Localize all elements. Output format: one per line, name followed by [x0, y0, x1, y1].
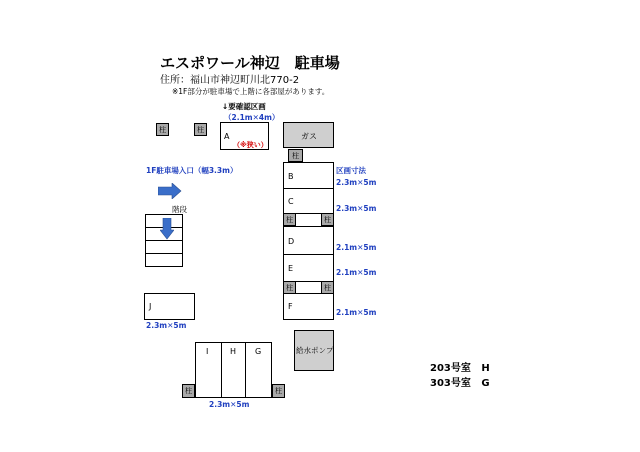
gas-area: ガス: [283, 122, 334, 148]
slot-label: A: [224, 132, 230, 141]
pillar: 柱: [182, 384, 195, 398]
parking-slot-c: C: [283, 188, 334, 214]
stairs-label: 階段: [172, 205, 187, 214]
pillar: 柱: [194, 123, 207, 136]
pillar: 柱: [283, 281, 296, 294]
room-assignment: 203号室 H: [430, 363, 490, 374]
parking-slot-b: B: [283, 162, 334, 189]
parking-slot-f: F: [283, 293, 334, 320]
page-title: エスポワール神辺 駐車場: [160, 54, 340, 72]
slot-f-size: 2.1m✕5m: [336, 308, 377, 317]
pillar: 柱: [321, 281, 334, 294]
entrance-label: 1F駐車場入口（幅3.3m）: [146, 166, 238, 175]
slot-e-size: 2.1m✕5m: [336, 268, 377, 277]
pillar: 柱: [321, 213, 334, 226]
address: 住所：福山市神辺町川北770-2: [160, 75, 300, 86]
pillar: 柱: [288, 149, 303, 162]
slot-b-size: 2.3m✕5m: [336, 178, 377, 187]
parking-slot-j: J: [144, 293, 195, 320]
slot-j-size: 2.3m✕5m: [146, 321, 187, 330]
parking-slot-e: E: [283, 254, 334, 282]
room-assignment: 303号室 G: [430, 378, 490, 389]
confirm-area-size: （2.1m✕4m）: [224, 113, 280, 122]
pillar: 柱: [283, 213, 296, 226]
slots-ghi-size: 2.3m✕5m: [209, 400, 250, 409]
parking-slot-g: G: [245, 342, 272, 398]
pillar: 柱: [156, 123, 169, 136]
arrow-right-icon: [158, 183, 182, 199]
narrow-warning: （※狭い）: [233, 141, 268, 149]
parking-slot-i: I: [195, 342, 222, 398]
slot-c-size: 2.3m✕5m: [336, 204, 377, 213]
pillar: 柱: [272, 384, 285, 398]
parking-slot-d: D: [283, 226, 334, 255]
slot-d-size: 2.1m✕5m: [336, 243, 377, 252]
parking-slot-a: [220, 122, 269, 150]
dimensions-title: 区画寸法: [336, 166, 366, 175]
arrow-down-icon: [160, 218, 174, 240]
parking-slot-h: H: [221, 342, 246, 398]
parking-note: ※1F部分が駐車場で上階に各部屋があります。: [172, 87, 330, 96]
water-pump: 給水ポンプ: [294, 330, 334, 371]
confirm-area-label: ↓要確認区画: [222, 102, 266, 111]
